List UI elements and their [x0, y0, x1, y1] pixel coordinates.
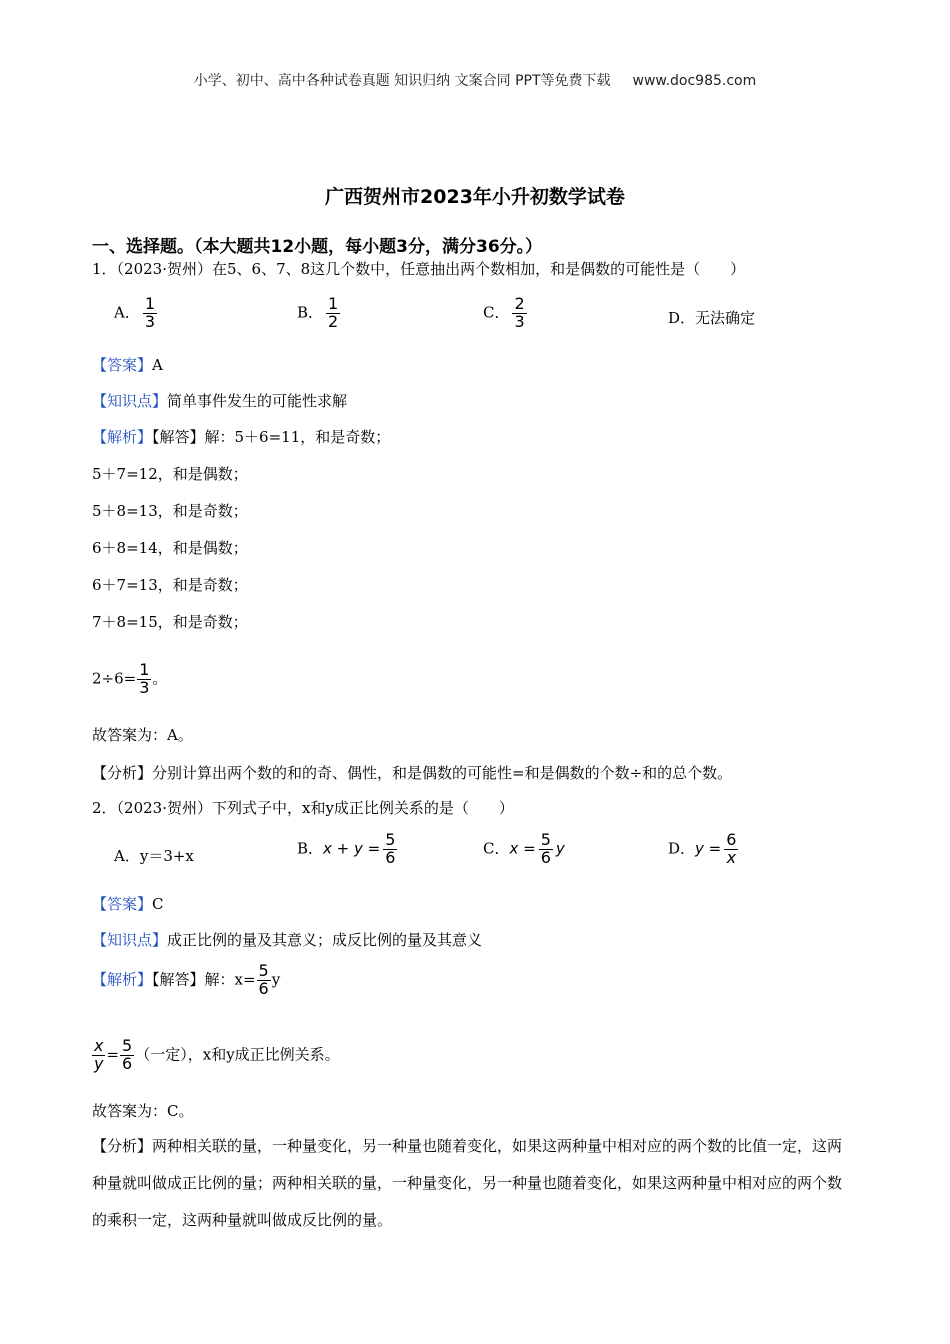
kp-tag: 【知识点】	[92, 931, 168, 949]
q1-line: 7＋8=15，和是奇数；	[92, 613, 248, 631]
kp-tag: 【知识点】	[92, 392, 168, 410]
header-url[interactable]: www.doc985.com	[632, 73, 757, 89]
q1-calculation: 2÷6= $\frac{1}{3}$ 。	[92, 660, 168, 697]
answer-tag: 【答案】	[92, 356, 153, 374]
q2-fenxi: 【分析】两种相关联的量，一种量变化，另一种量也随着变化，如果这两种量中相对应的两个数的比值一定，这两种量就叫做成正比例的量；两种相关联的量，一种量变化，另一种量也随着变化，如果这两种量中相对应的两个数的乘积一定，这两种量就叫做成反比例的量。	[92, 1137, 843, 1229]
q1-option-d: D．无法确定	[668, 309, 756, 327]
q1-answer: 【答案】A	[92, 356, 163, 374]
page-header	[0, 70, 950, 90]
q2-option-b: B．x + y = $\frac{5}{6}$	[297, 830, 396, 867]
q2-ratio: $\frac{x}{y}$ = $\frac{5}{6}$ （一定），x和y成正比例关系。	[94, 1036, 340, 1073]
q1-knowledge-point: 【知识点】简单事件发生的可能性求解	[92, 392, 348, 410]
q1-line: 5＋8=13，和是奇数；	[92, 502, 248, 520]
q1-line: 6＋7=13，和是奇数；	[92, 576, 248, 594]
header-text: 小学、初中、高中各种试卷真题 知识归纳 文案合同 PPT等免费下载	[193, 73, 611, 89]
q2-option-a: A．y＝3+x	[114, 847, 194, 865]
q1-option-b: B． $\frac{1}{2}$	[297, 294, 339, 331]
q1-analysis: 【解析】【解答】解：5＋6=11，和是奇数；	[92, 428, 391, 446]
q1-final: 故答案为：A。	[92, 726, 193, 744]
q1-option-a: A． $\frac{1}{3}$	[114, 294, 156, 331]
answer-tag: 【答案】	[92, 895, 153, 913]
q1-line: 6＋8=14，和是偶数；	[92, 539, 248, 557]
q2-option-c: C．x = $\frac{5}{6}$ y	[483, 830, 565, 867]
q2-final: 故答案为：C。	[92, 1102, 194, 1120]
q1-stem: 1．（2023·贺州）在5、6、7、8这几个数中，任意抽出两个数相加，和是偶数的可能性是（ ）	[92, 260, 746, 278]
analysis-tag: 【解析】	[92, 970, 153, 989]
q1-fenxi: 【分析】分别计算出两个数的和的奇、偶性，和是偶数的可能性=和是偶数的个数÷和的总个数。	[92, 764, 733, 782]
q2-knowledge-point: 【知识点】成正比例的量及其意义；成反比例的量及其意义	[92, 931, 483, 949]
analysis-tag: 【解析】	[92, 428, 153, 446]
q2-answer: 【答案】C	[92, 895, 164, 913]
page-title: 广西贺州市2023年小升初数学试卷	[325, 186, 625, 208]
q1-option-c: C． $\frac{2}{3}$	[483, 294, 525, 331]
q2-analysis: 【解析】【解答】解：x= $\frac{5}{6}$ y	[92, 961, 281, 998]
q1-line: 5＋7=12，和是偶数；	[92, 465, 248, 483]
q2-option-d: D．y = $\frac{6}{x}$	[668, 830, 737, 867]
section-title: 一、选择题。（本大题共12小题，每小题3分，满分36分。）	[92, 237, 543, 257]
q2-stem: 2．（2023·贺州）下列式子中，x和y成正比例关系的是（ ）	[92, 799, 514, 817]
